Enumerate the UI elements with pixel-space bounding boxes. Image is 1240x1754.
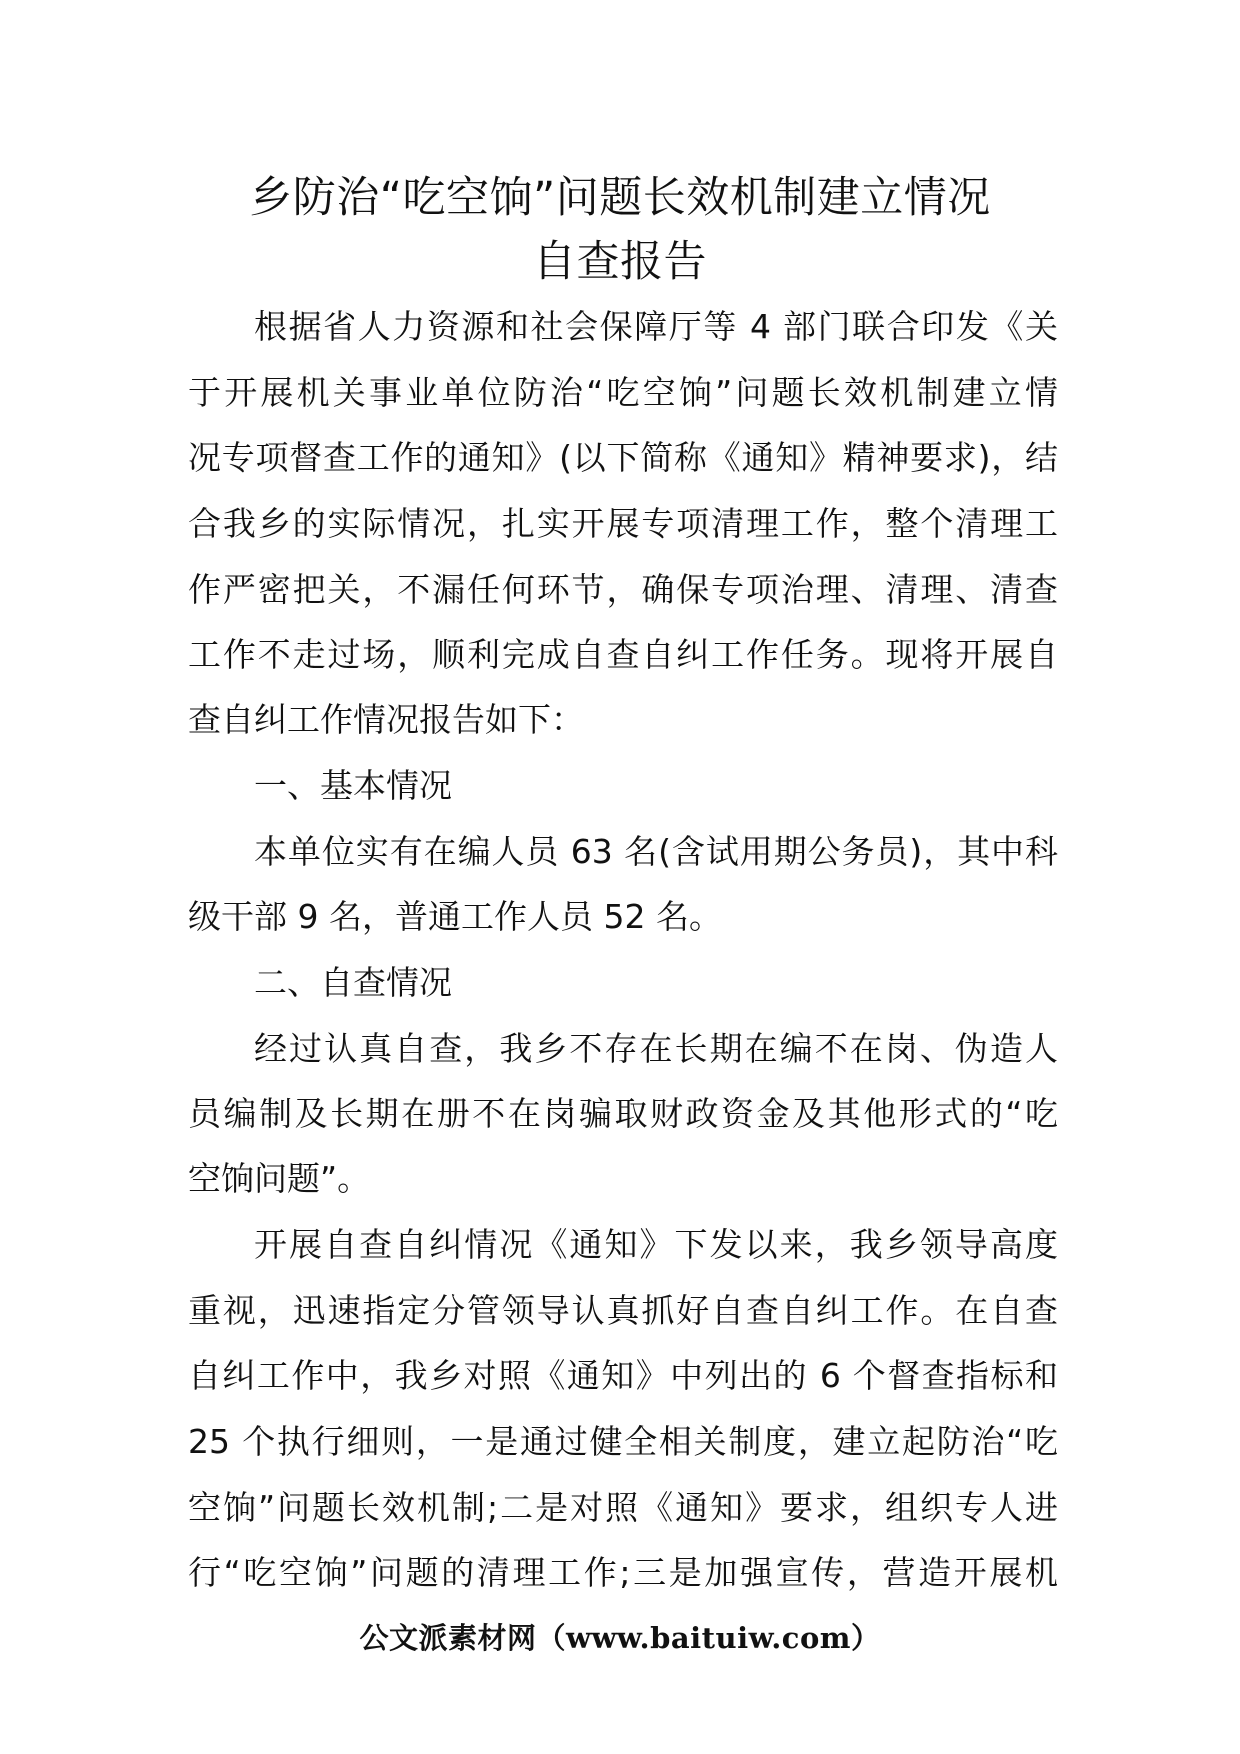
paragraph-line: 工作不走过场，顺利完成自查自纠工作任务。现将开展自: [188, 635, 1058, 674]
paragraph-line: 自纠工作中，我乡对照《通知》中列出的 6 个督查指标和: [188, 1356, 1058, 1395]
paragraph-line: 行“吃空饷”问题的清理工作;三是加强宣传，营造开展机: [188, 1553, 1058, 1592]
paragraph-line: 空饷”问题长效机制;二是对照《通知》要求，组织专人进: [188, 1488, 1058, 1527]
paragraph-line: 级干部 9 名，普通工作人员 52 名。: [188, 897, 722, 936]
footer-watermark-text: 公文派素材网（www.baituiw.com）: [359, 1621, 881, 1655]
paragraph-line: 况专项督查工作的通知》(以下简称《通知》精神要求)，结: [188, 438, 1058, 477]
paragraph-line: 空饷问题”。: [188, 1159, 371, 1198]
section-heading-self-check: 二、自查情况: [254, 963, 452, 1002]
section-heading-basic: 一、基本情况: [254, 766, 452, 805]
paragraph-line: 于开展机关事业单位防治“吃空饷”问题长效机制建立情: [188, 373, 1058, 412]
paragraph-line: 经过认真自查，我乡不存在长期在编不在岗、伪造人: [254, 1029, 1058, 1068]
paragraph-line: 员编制及长期在册不在岗骗取财政资金及其他形式的“吃: [188, 1094, 1058, 1133]
paragraph-line: 25 个执行细则，一是通过健全相关制度，建立起防治“吃: [188, 1422, 1058, 1461]
paragraph-line: 根据省人力资源和社会保障厅等 4 部门联合印发《关: [254, 307, 1058, 346]
paragraph-line: 作严密把关，不漏任何环节，确保专项治理、清理、清查: [188, 570, 1058, 609]
paragraph-line: 开展自查自纠情况《通知》下发以来，我乡领导高度: [254, 1225, 1058, 1264]
document-title-line-2: 自查报告: [533, 237, 707, 287]
paragraph-line: 重视，迅速指定分管领导认真抓好自查自纠工作。在自查: [188, 1291, 1058, 1330]
document-title-line-1: 乡防治“吃空饷”问题长效机制建立情况: [249, 173, 991, 223]
paragraph-line: 合我乡的实际情况，扎实开展专项清理工作，整个清理工: [188, 504, 1058, 543]
paragraph-line: 本单位实有在编人员 63 名(含试用期公务员)，其中科: [254, 832, 1058, 871]
paragraph-line: 查自纠工作情况报告如下：: [188, 700, 584, 739]
